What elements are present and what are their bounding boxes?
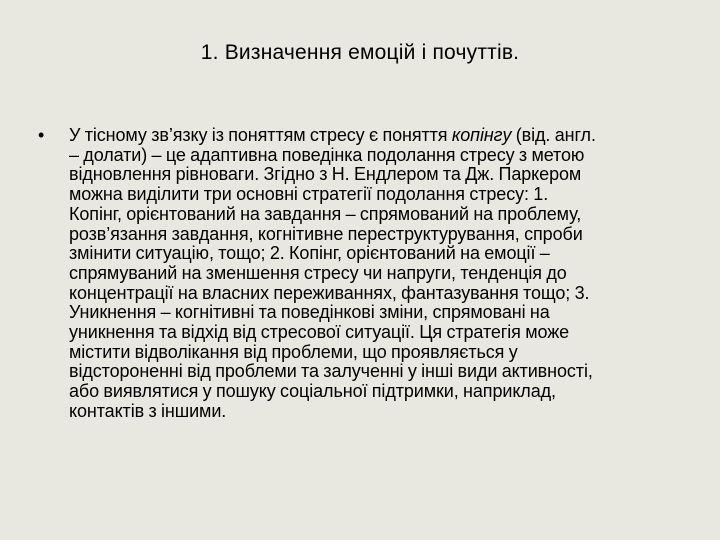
slide-title: 1. Визначення емоцій і почуттів. <box>200 41 520 64</box>
bullet-item <box>38 126 678 422</box>
text-line-1 <box>69 126 678 146</box>
text-line-15: контактів з іншими. <box>69 400 227 421</box>
text-line-8: спрямуваний на зменшення стресу чи напруги, тенденція до <box>69 262 567 283</box>
italic-term: копінгу <box>451 125 512 145</box>
text-line-6: розв’язання завдання, когнітивне переструктурування, спроби <box>69 223 583 244</box>
text-segment: У тісному зв’язку із поняттям стресу є поняття <box>69 125 452 145</box>
text-line-3: відновлення рівноваги. Згідно з Н. Ендлером та Дж. Паркером <box>69 164 582 185</box>
text-line-11: уникнення та відхід від стресової ситуації. Ця стратегія може <box>69 322 570 343</box>
text-line-9: концентрації на власних переживаннях, фантазування тощо; 3. <box>69 282 590 303</box>
text-segment: (від. англ. <box>511 125 596 145</box>
text-line-14: або виявлятися у пошуку соціальної підтримки, наприклад, <box>69 381 556 402</box>
text-line-4: можна виділити три основні стратегії подолання стресу: 1. <box>69 184 549 205</box>
text-line-5: Копінг, орієнтований на завдання – спрямований на проблему, <box>69 203 582 224</box>
bullet-text <box>69 126 678 422</box>
text-line-10: Уникнення – когнітивні та поведінкові зміни, спрямовані на <box>69 302 550 323</box>
text-line-13: відстороненні від проблеми та залученні у інші види активності, <box>69 361 593 382</box>
text-line-12: містити відволікання від проблеми, що проявляється у <box>69 341 518 362</box>
text-line-2: – долати) – це адаптивна поведінка подолання стресу з метою <box>69 144 585 165</box>
bullet-marker: • <box>38 125 45 145</box>
text-line-7: змінити ситуацію, тощо; 2. Копінг, орієнтований на емоції – <box>69 243 550 264</box>
slide-content <box>38 126 678 422</box>
